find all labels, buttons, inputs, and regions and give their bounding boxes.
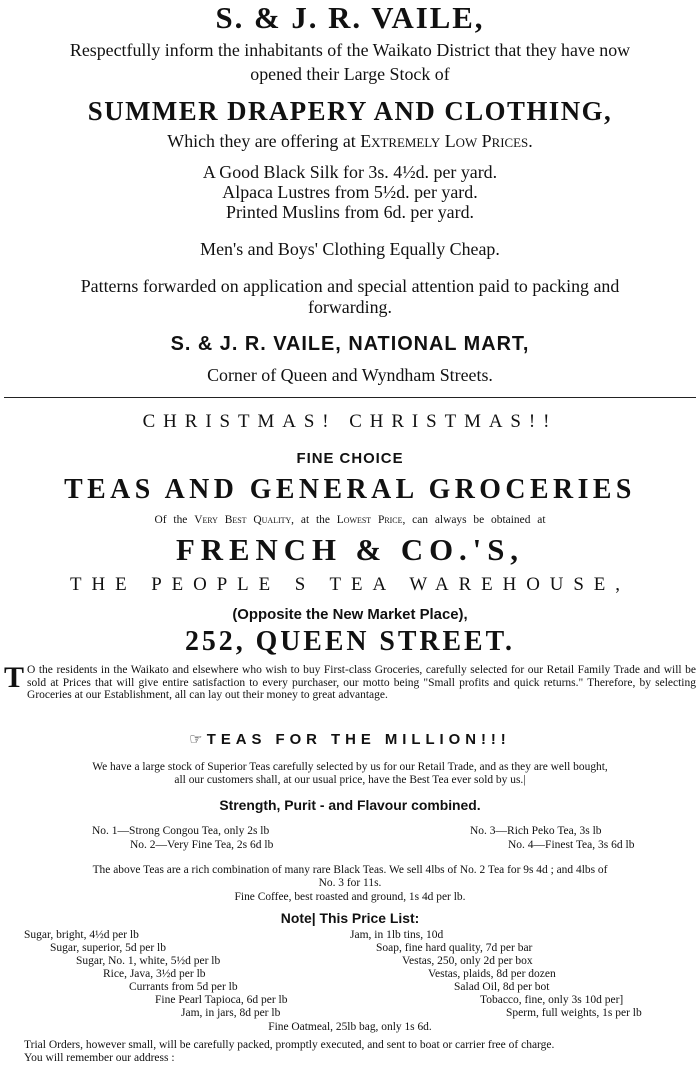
price-right-item: Vestas, 250, only 2d per box (402, 955, 533, 967)
intro-paragraph (4, 661, 696, 702)
price-left-item: Sugar, No. 1, white, 5½d per lb (76, 955, 221, 967)
price-right-item: Vestas, plaids, 8d per dozen (428, 968, 556, 980)
vaile-offering (2, 131, 698, 152)
blend-line2: No. 3 for 11s. (318, 877, 382, 889)
oatmeal-line: Fine Oatmeal, 25lb bag, only 1s 6d. (268, 1021, 432, 1033)
vaile-firm-heading: S. & J. R. VAILE, (215, 0, 485, 35)
quality-very-best: Very Best Quality, (194, 514, 295, 526)
tea-warehouse: THE PEOPLE S TEA WAREHOUSE, (70, 574, 630, 595)
price-left-item: Fine Pearl Tapioca, 6d per lb (155, 994, 288, 1006)
price-left-item: Rice, Java, 3½d per lb (103, 968, 206, 980)
hand-pointer-icon: ☞ (189, 731, 207, 748)
vaile-address: Corner of Queen and Wyndham Streets. (207, 365, 493, 385)
french-co-firm: FRENCH & CO.'S, (176, 532, 524, 567)
vaile-intro-line2: opened their Large Stock of (250, 64, 450, 84)
stock-line1: We have a large stock of Superior Teas carefully selected by us for our Retail Trade, and as they are well bought, (92, 761, 608, 773)
tea-no3: No. 3—Rich Peko Tea, 3s lb (470, 825, 602, 837)
note-price-list-heading: Note| This Price List: (280, 910, 420, 926)
price-right-item: Sperm, full weights, 1s per lb (506, 1007, 642, 1019)
tea-million-text: TEAS FOR THE MILLION!!! (206, 731, 511, 748)
blend-line1: The above Teas are a rich combination of many rare Black Teas. We sell 4lbs of No. 2 Tea for 9s 4d ; and 4lbs of (92, 864, 608, 876)
price-right-item: Salad Oil, 8d per bot (454, 981, 550, 993)
tea-no4: No. 4—Finest Tea, 3s 6d lb (508, 839, 635, 851)
vaile-patterns-line1: Patterns forwarded on application and special attention paid to packing and (80, 276, 620, 296)
price-left-item: Jam, in jars, 8d per lb (181, 1007, 281, 1019)
price-left-item: Sugar, superior, 5d per lb (50, 942, 166, 954)
quality-lowest-price: Lowest Price, (336, 514, 406, 526)
tea-no2: No. 2—Very Fine Tea, 2s 6d lb (130, 839, 274, 851)
vaile-offering-emphasis: Extremely Low Prices. (360, 131, 533, 151)
street-address: 252, QUEEN STREET. (184, 626, 516, 657)
price-left-item: Currants from 5d per lb (129, 981, 238, 993)
tea-million-heading (2, 730, 698, 748)
vaile-intro-line1: Respectfully inform the inhabitants of the Waikato District that they have now (69, 40, 631, 60)
vaile-headline: SUMMER DRAPERY AND CLOTHING, (87, 96, 613, 126)
vaile-item-silk: A Good Black Silk for 3s. 4½d. per yard. (202, 162, 498, 182)
price-right-item: Tobacco, fine, only 3s 10d per] (480, 994, 624, 1006)
price-right-item: Soap, fine hard quality, 7d per bar (376, 942, 533, 954)
intro-text: O the residents in the Waikato and elsewhere who wish to buy First-class Groceries, carefully selected for our Retail Family Trade and will be sold at Prices that will give entire satisfaction to every purchaser, our motto being "Small profits and quick returns." Therefore, by selecting Groceries at our Establishment, all can lay out their money to great advantage. (27, 664, 696, 701)
remember-address-line: You will remember our address : (24, 1052, 175, 1064)
quality-line (2, 514, 698, 526)
quality-part3: at the (300, 514, 330, 526)
fine-choice: FINE CHOICE (296, 450, 404, 467)
divider-rule (4, 397, 696, 398)
quality-part5: can always be obtained at (412, 514, 546, 526)
price-left-item: Sugar, bright, 4½d per lb (24, 929, 139, 941)
trial-orders-line: Trial Orders, however small, will be carefully packed, promptly executed, and sent to boat or carrier free of charge. (24, 1039, 555, 1051)
christmas-banner: CHRISTMAS! CHRISTMAS!! (142, 411, 558, 432)
dropcap-letter: T (4, 661, 25, 694)
price-right-item: Jam, in 1lb tins, 10d (350, 929, 444, 941)
vaile-item-muslins: Printed Muslins from 6d. per yard. (226, 202, 474, 222)
vaile-item-alpaca: Alpaca Lustres from 5½d. per yard. (222, 182, 478, 202)
vaile-firm-footer: S. & J. R. VAILE, NATIONAL MART, (170, 333, 530, 355)
stock-line2: all our customers shall, at our usual price, have the Best Tea ever sold by us.| (174, 774, 526, 786)
strength-heading: Strength, Purit - and Flavour combined. (219, 797, 481, 813)
coffee-line: Fine Coffee, best roasted and ground, 1s 4d per lb. (234, 891, 466, 903)
vaile-patterns-line2: forwarding. (308, 297, 392, 317)
tea-no1: No. 1—Strong Congou Tea, only 2s lb (92, 825, 270, 837)
quality-part1: Of the (154, 514, 188, 526)
vaile-offering-prefix: Which they are offering at (167, 131, 356, 151)
groceries-headline: TEAS AND GENERAL GROCERIES (64, 474, 636, 505)
opposite-market: (Opposite the New Market Place), (232, 606, 468, 623)
vaile-clothing: Men's and Boys' Clothing Equally Cheap. (200, 239, 500, 259)
